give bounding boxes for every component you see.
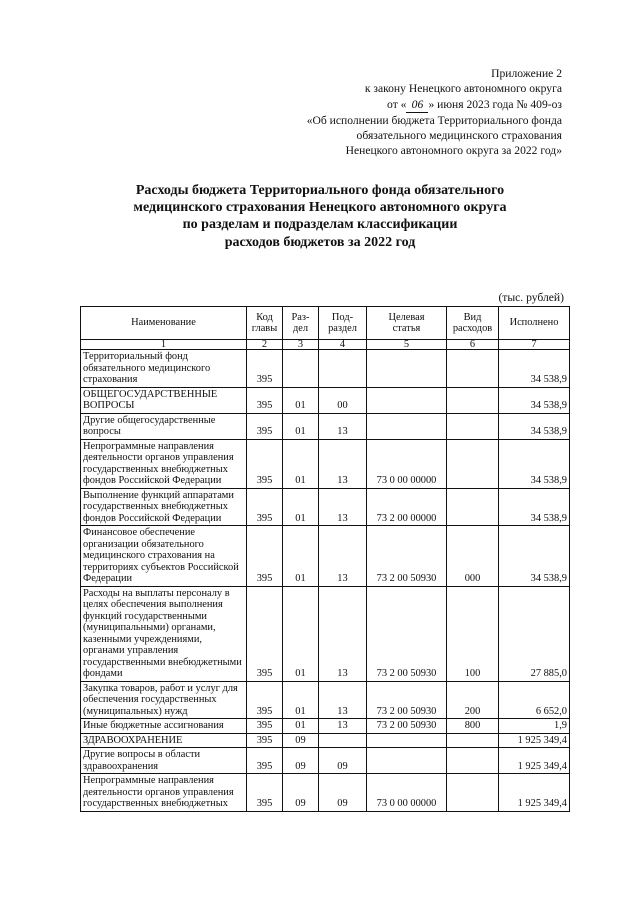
cell-section: 09	[283, 774, 319, 812]
appendix-line-4: «Об исполнении бюджета Территориального фонда	[306, 113, 562, 127]
cell-amount: 34 538,9	[499, 387, 570, 413]
column-number-row	[81, 340, 570, 350]
cell-amount: 34 538,9	[499, 439, 570, 488]
title-line-1: Расходы бюджета Территориального фонда обязательного	[135, 183, 505, 198]
cell-name: Иные бюджетные ассигнования	[81, 719, 247, 734]
cell-amount: 34 538,9	[499, 526, 570, 587]
cell-target	[367, 748, 447, 774]
cell-subsection: 00	[319, 387, 367, 413]
cell-type	[447, 439, 499, 488]
cell-code: 395	[247, 733, 283, 748]
table-row	[81, 733, 570, 748]
cell-target: 73 0 00 00000	[367, 439, 447, 488]
cell-amount: 1 925 349,4	[499, 748, 570, 774]
table-row	[81, 719, 570, 734]
cell-code: 395	[247, 526, 283, 587]
table-row	[81, 748, 570, 774]
units-label: (тыс. рублей)	[498, 291, 564, 304]
column-number: 5	[367, 340, 447, 350]
cell-name: Другие вопросы в области здравоохранения	[81, 748, 247, 774]
table-header-row	[81, 307, 570, 340]
title-line-2: медицинского страхования Ненецкого автономного округа	[133, 200, 507, 216]
cell-type: 100	[447, 586, 499, 681]
cell-name: Расходы на выплаты персоналу в целях обеспечения выполнения функций государственными (муниципальными) органами, казенными учреждениями, органами управления государственными внебюджетными фондами	[81, 586, 247, 681]
header-subsection: Под- раздел	[319, 307, 367, 340]
column-number: 1	[81, 340, 247, 350]
cell-target	[367, 387, 447, 413]
appendix-date-prefix: от «	[387, 97, 407, 111]
cell-type	[447, 488, 499, 526]
column-number: 4	[319, 340, 367, 350]
cell-name: Территориальный фонд обязательного медицинского страхования	[81, 350, 247, 388]
cell-code: 395	[247, 774, 283, 812]
cell-type	[447, 350, 499, 388]
cell-target	[367, 413, 447, 439]
cell-subsection	[319, 350, 367, 388]
cell-target: 73 0 00 00000	[367, 774, 447, 812]
cell-amount: 34 538,9	[499, 350, 570, 388]
expenditure-table	[80, 306, 570, 812]
cell-section: 01	[283, 413, 319, 439]
cell-amount: 1,9	[499, 719, 570, 734]
cell-subsection: 13	[319, 488, 367, 526]
cell-section	[283, 350, 319, 388]
header-name: Наименование	[81, 307, 247, 340]
cell-subsection: 13	[319, 413, 367, 439]
cell-subsection: 13	[319, 439, 367, 488]
cell-type	[447, 774, 499, 812]
table-row	[81, 350, 570, 388]
cell-name: Выполнение функций аппаратами государственных внебюджетных фондов Российской Федерации	[81, 488, 247, 526]
cell-type	[447, 733, 499, 748]
table-body	[81, 350, 570, 812]
appendix-line-3	[142, 97, 562, 113]
cell-name: Другие общегосударственные вопросы	[81, 413, 247, 439]
table-row	[81, 774, 570, 812]
cell-code: 395	[247, 586, 283, 681]
table-row	[81, 586, 570, 681]
column-number: 3	[283, 340, 319, 350]
header-code: Код главы	[247, 307, 283, 340]
appendix-header	[142, 66, 562, 159]
cell-subsection: 13	[319, 681, 367, 719]
cell-amount: 34 538,9	[499, 413, 570, 439]
cell-section: 01	[283, 439, 319, 488]
cell-name: Непрограммные направления деятельности органов управления государственных внебюджетных фондов Российской Федерации	[81, 439, 247, 488]
cell-subsection: 13	[319, 586, 367, 681]
cell-target: 73 2 00 50930	[367, 586, 447, 681]
header-section: Раз- дел	[283, 307, 319, 340]
cell-type: 000	[447, 526, 499, 587]
appendix-line-6: Ненецкого автономного округа за 2022 год»	[345, 144, 562, 158]
table-row	[81, 681, 570, 719]
column-number: 7	[499, 340, 570, 350]
cell-section: 09	[283, 748, 319, 774]
appendix-line-5: обязательного медицинского страхования	[356, 129, 562, 143]
cell-amount: 6 652,0	[499, 681, 570, 719]
title-line-3: по разделам и подразделам классификации	[182, 217, 458, 233]
cell-section: 01	[283, 586, 319, 681]
cell-type	[447, 387, 499, 413]
appendix-date-day: 06	[406, 97, 428, 113]
cell-code: 395	[247, 350, 283, 388]
table-row	[81, 387, 570, 413]
cell-subsection: 09	[319, 748, 367, 774]
title-line-4: расходов бюджетов за 2022 год	[224, 234, 416, 250]
column-number: 2	[247, 340, 283, 350]
cell-code: 395	[247, 488, 283, 526]
cell-type: 800	[447, 719, 499, 734]
appendix-line-1: Приложение 2	[491, 67, 562, 80]
table-row	[81, 413, 570, 439]
cell-code: 395	[247, 681, 283, 719]
cell-name: Непрограммные направления деятельности органов управления государственных внебюджетных	[81, 774, 247, 812]
cell-section: 09	[283, 733, 319, 748]
cell-name: Финансовое обеспечение организации обязательного медицинского страхования на территориях субъектов Российской Федерации	[81, 526, 247, 587]
cell-section: 01	[283, 681, 319, 719]
column-number: 6	[447, 340, 499, 350]
cell-code: 395	[247, 413, 283, 439]
cell-type	[447, 748, 499, 774]
cell-section: 01	[283, 719, 319, 734]
cell-amount: 1 925 349,4	[499, 733, 570, 748]
cell-target: 73 2 00 00000	[367, 488, 447, 526]
cell-name: ЗДРАВООХРАНЕНИЕ	[81, 733, 247, 748]
header-done: Исполнено	[499, 307, 570, 340]
cell-target	[367, 350, 447, 388]
cell-section: 01	[283, 387, 319, 413]
cell-code: 395	[247, 748, 283, 774]
header-target: Целевая статья	[367, 307, 447, 340]
document-title	[60, 182, 580, 251]
cell-name: Закупка товаров, работ и услуг для обеспечения государственных (муниципальных) нужд	[81, 681, 247, 719]
appendix-line-2: к закону Ненецкого автономного округа	[364, 82, 562, 96]
table-row	[81, 526, 570, 587]
cell-amount: 34 538,9	[499, 488, 570, 526]
cell-subsection	[319, 733, 367, 748]
cell-type	[447, 413, 499, 439]
cell-amount: 27 885,0	[499, 586, 570, 681]
cell-target	[367, 733, 447, 748]
table-row	[81, 439, 570, 488]
cell-type: 200	[447, 681, 499, 719]
cell-amount: 1 925 349,4	[499, 774, 570, 812]
cell-section: 01	[283, 526, 319, 587]
cell-subsection: 13	[319, 719, 367, 734]
cell-section: 01	[283, 488, 319, 526]
cell-target: 73 2 00 50930	[367, 719, 447, 734]
header-type: Вид расходов	[447, 307, 499, 340]
cell-target: 73 2 00 50930	[367, 526, 447, 587]
cell-name: ОБЩЕГОСУДАРСТВЕННЫЕ ВОПРОСЫ	[81, 387, 247, 413]
appendix-date-suffix: » июня 2023 года № 409-оз	[428, 97, 562, 111]
cell-code: 395	[247, 439, 283, 488]
table-row	[81, 488, 570, 526]
cell-code: 395	[247, 719, 283, 734]
cell-subsection: 13	[319, 526, 367, 587]
cell-subsection: 09	[319, 774, 367, 812]
cell-target: 73 2 00 50930	[367, 681, 447, 719]
cell-code: 395	[247, 387, 283, 413]
